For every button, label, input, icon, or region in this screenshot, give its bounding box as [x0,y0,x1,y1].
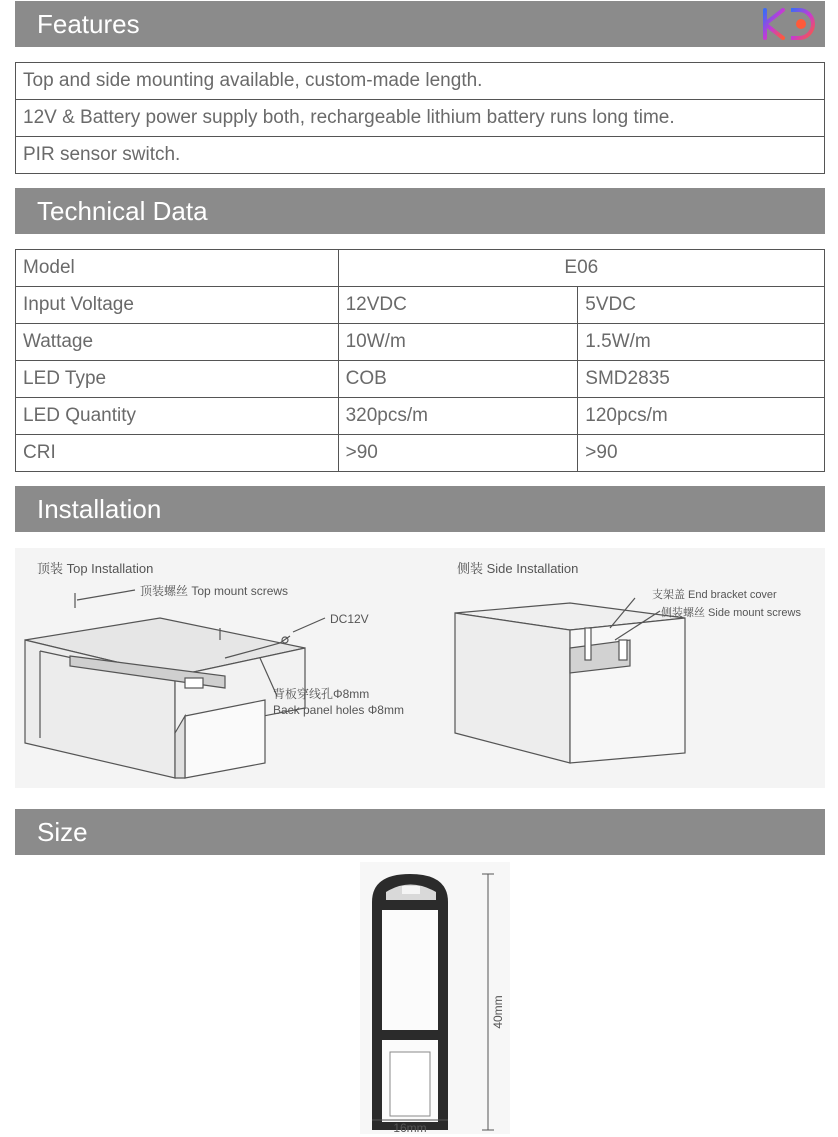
feature-row [16,100,825,137]
profile-cross-section [360,862,510,1134]
row-label: LED Quantity [16,398,339,435]
row-value-a: 12VDC [338,287,578,324]
installation-drawing [15,548,825,788]
features-title: Features [37,9,140,39]
table-row [16,398,825,435]
table-row [16,324,825,361]
row-value-a: COB [338,361,578,398]
row-value-b: 120pcs/m [578,398,825,435]
installation-illustration [15,548,825,788]
height-dimension-label: 40mm [491,995,505,1029]
row-value-a: >90 [338,435,578,472]
back-panel-cn-label: 背板穿线孔Φ8mm [273,687,370,701]
row-value-b: >90 [578,435,825,472]
features-header [15,1,825,47]
back-panel-en-label: Back panel holes Φ8mm [273,703,404,717]
table-row [16,250,825,287]
row-value-a: 10W/m [338,324,578,361]
row-value-b: 5VDC [578,287,825,324]
installation-title: Installation [37,494,162,524]
feature-item: 12V & Battery power supply both, rechargeable lithium battery runs long time. [16,100,825,137]
top-installation-title: 顶装 Top Installation [37,561,154,576]
feature-row [16,137,825,174]
profile-drawing [360,862,510,1134]
model-value: E06 [338,250,824,287]
table-row [16,361,825,398]
installation-header [15,486,825,532]
table-row [16,287,825,324]
row-value-b: SMD2835 [578,361,825,398]
kd-logo-icon [757,4,821,44]
side-installation-title: 侧装 Side Installation [457,561,579,576]
row-label: CRI [16,435,339,472]
top-screws-label: 顶装螺丝 Top mount screws [140,584,289,598]
technical-header [15,188,825,234]
feature-row [16,63,825,100]
technical-table [15,249,825,472]
row-label: LED Type [16,361,339,398]
technical-title: Technical Data [37,196,208,226]
feature-item: PIR sensor switch. [16,137,825,174]
size-header [15,809,825,855]
width-dimension-label: 16mm [393,1121,427,1134]
row-label: Input Voltage [16,287,339,324]
row-value-b: 1.5W/m [578,324,825,361]
model-label: Model [16,250,339,287]
features-table [15,62,825,174]
row-label: Wattage [16,324,339,361]
table-row [16,435,825,472]
size-title: Size [37,817,88,847]
feature-item: Top and side mounting available, custom-made length. [16,63,825,100]
dc-label: DC12V [330,612,369,626]
row-value-a: 320pcs/m [338,398,578,435]
side-screws-label: 侧装螺丝 Side mount screws [661,607,801,619]
end-cover-label: 支架盖 End bracket cover [652,589,777,601]
